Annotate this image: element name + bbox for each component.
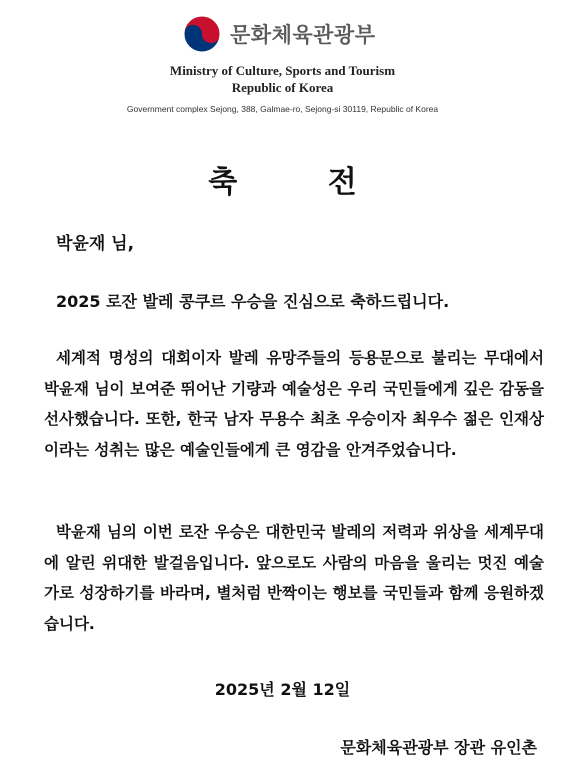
ministry-name-english [0, 62, 565, 96]
signature-line: 문화체육관광부 장관 유인촌 [340, 738, 537, 757]
ministry-logo [182, 14, 376, 54]
ministry-name-english-line1: Ministry of Culture, Sports and Tourism [169, 63, 396, 78]
ministry-name-korean: 문화체육관광부 [230, 23, 376, 47]
body-paragraph-1-text: 세계적 명성의 대회이자 발레 유망주들의 등용문으로 불리는 무대에서 박윤재 님이 보여준 뛰어난 기량과 예술성은 우리 국민들에게 깊은 감동을 선사했습니다. 또한, 한국 남자 무용수 최초 우승이자 최우수 젊은 인재상이라는 성취는 많은 예술인들에게 큰 영감을 안겨주었습니다. [44, 349, 544, 459]
body-paragraph-2 [44, 517, 544, 639]
recipient-line: 박윤재 님, [56, 234, 135, 254]
taegeuk-emblem-icon [182, 14, 222, 54]
letter-title: 축 전 [208, 165, 397, 200]
letterhead [0, 0, 565, 120]
body-paragraph-1 [44, 343, 544, 465]
congratulation-line: 2025 로잔 발레 콩쿠르 우승을 진심으로 축하드립니다. [56, 292, 450, 311]
letter-date: 2025년 2월 12일 [214, 680, 351, 699]
ministry-name-english-line2: Republic of Korea [231, 80, 334, 95]
ministry-address: Government complex Sejong, 388, Galmae-ro, Sejong-si 30119, Republic of Korea [126, 104, 439, 114]
body-paragraph-2-text: 박윤재 님의 이번 로잔 우승은 대한민국 발레의 저력과 위상을 세계무대에 알린 위대한 발걸음입니다. 앞으로도 사람의 마음을 울리는 멋진 예술가로 성장하기를 바라며, 별처럼 반짝이는 행보를 국민들과 함께 응원하겠습니다. [44, 523, 544, 633]
